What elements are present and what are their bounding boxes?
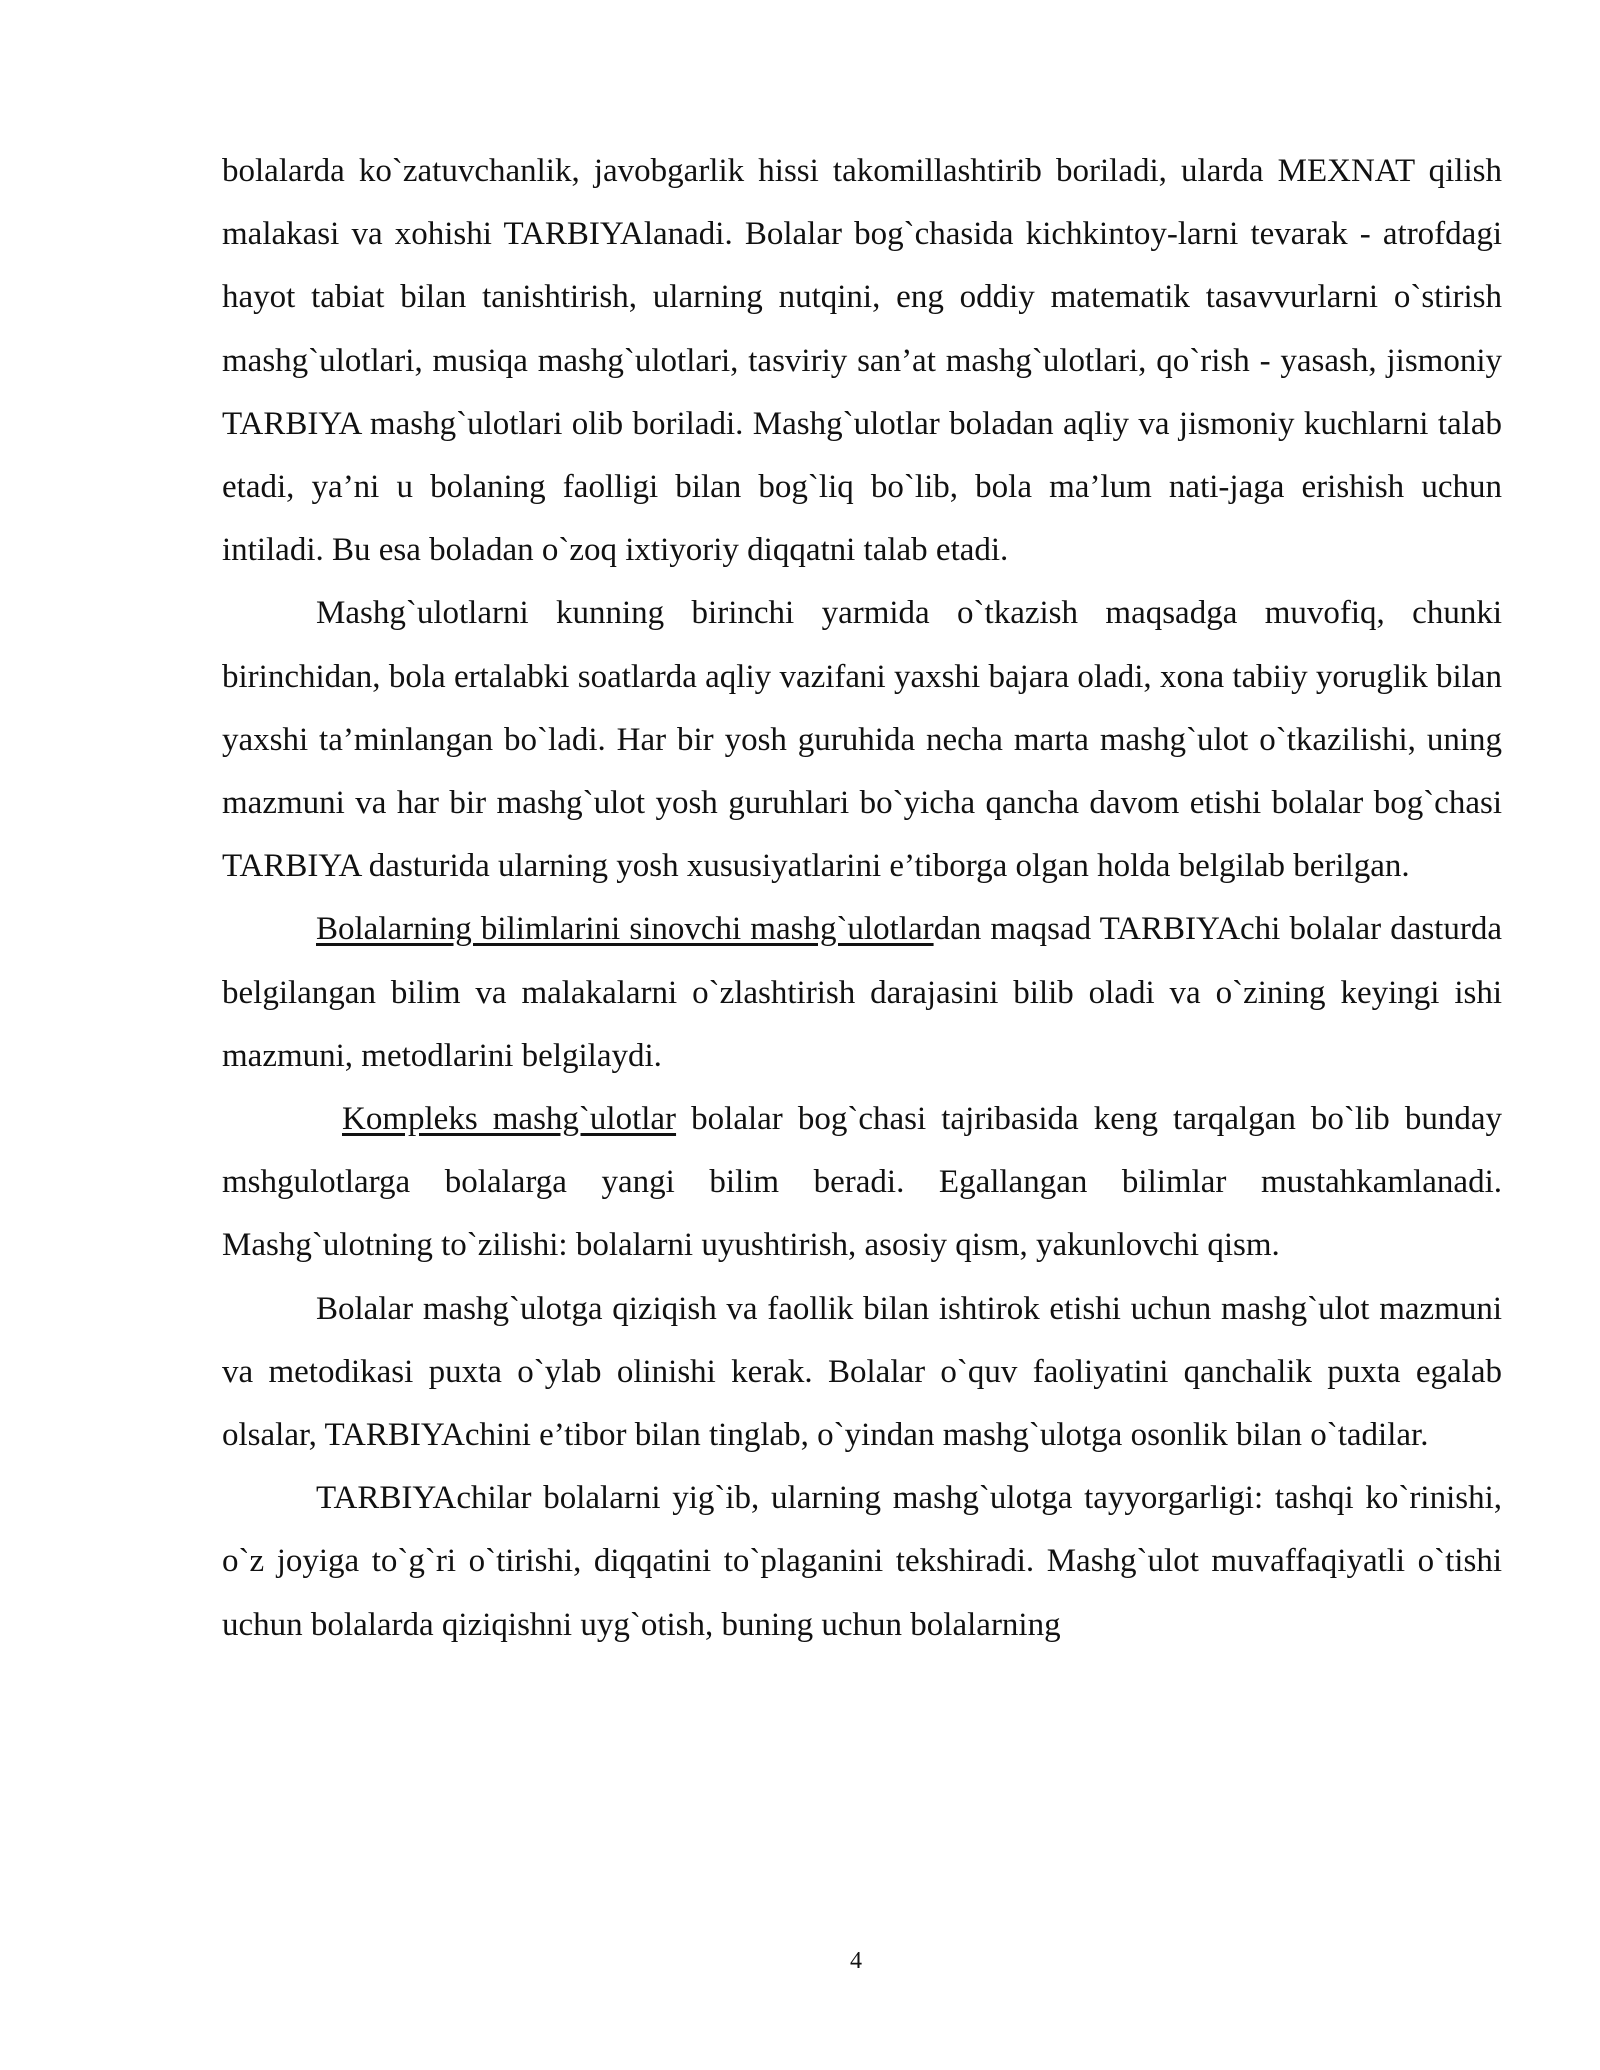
paragraph-2: Mashg`ulotlarni kunning birinchi yarmida o`tkazish maqsadga muvofiq, chunki birinchidan, bola ertalabki soatlarda aqliy vazifani yaxshi bajara oladi, xona tabiiy yoruglik bilan yaxshi ta’minlangan bo`ladi. Har bir yosh guruhida necha marta mashg`ulot o`tkazilishi, uning mazmuni va har bir mashg`ulot yosh guruhlari bo`yicha qancha davom etishi bolalar bog`chasi TARBIYA dasturida ularning yosh xususiyatlarini e’tiborga olgan holda belgilab berilgan. <box>222 595 1502 885</box>
paragraph-6: TARBIYAchilar bolalarni yig`ib, ularning mashg`ulotga tayyorgarligi: tashqi ko`rinishi, o`z joyiga to`g`ri o`tirishi, diqqatini to`plaganini tekshiradi. Mashg`ulot muvaffaqiyatli o`tishi uchun bolalarda qiziqishni uyg`otish, buning uchun bolalarning <box>222 1480 1502 1643</box>
underlined-term: Bolalarning bilimlarini sinovchi mashg`ulotlar <box>316 911 934 948</box>
page-number: 4 <box>850 1948 862 1974</box>
paragraph-3 <box>222 898 1502 1088</box>
paragraph-4 <box>222 1088 1502 1278</box>
paragraph-4-text: bolalar bog`chasi tajribasida keng tarqalgan bo`lib bunday mshgulotlarga bolalarga yangi bilim beradi. Egallangan bilimlar mustahkamlanadi. Mashg`ulotning to`zilishi: bolalarni uyushtirish, asosiy qism, yakunlovchi qism. <box>222 1101 1502 1264</box>
paragraph-1: bolalarda ko`zatuvchanlik, javobgarlik hissi takomillashtirib boriladi, ularda MEXNAT qilish malakasi va xohishi TARBIYAlanadi. Bolalar bog`chasida kichkintoy-larni tevarak - atrofdagi hayot tabiat bilan tanishtirish, ularning nutqini, eng oddiy matematik tasavvurlarni o`stirish mashg`ulotlari, musiqa mashg`ulotlari, tasviriy san’at mashg`ulotlari, qo`rish - yasash, jismoniy TARBIYA mashg`ulotlari olib boriladi. Mashg`ulotlar boladan aqliy va jismoniy kuchlarni talab etadi, ya’ni u bolaning faolligi bilan bog`liq bo`lib, bola ma’lum nati-jaga erishish uchun intiladi. Bu esa boladan o`zoq ixtiyoriy diqqatni talab etadi. <box>222 153 1502 569</box>
document-page <box>222 140 1502 1657</box>
underlined-term: Kompleks mashg`ulotlar <box>342 1101 677 1138</box>
paragraph-3-text: dan maqsad TARBIYAchi bolalar dasturda belgilangan bilim va malakalarni o`zlashtirish darajasini bilib oladi va o`zining keyingi ishi mazmuni, metodlarini belgilaydi. <box>222 911 1502 1074</box>
paragraph-5: Bolalar mashg`ulotga qiziqish va faollik bilan ishtirok etishi uchun mashg`ulot mazmuni va metodikasi puxta o`ylab olinishi kerak. Bolalar o`quv faoliyatini qanchalik puxta egalab olsalar, TARBIYAchini e’tibor bilan tinglab, o`yindan mashg`ulotga osonlik bilan o`tadilar. <box>222 1290 1502 1454</box>
